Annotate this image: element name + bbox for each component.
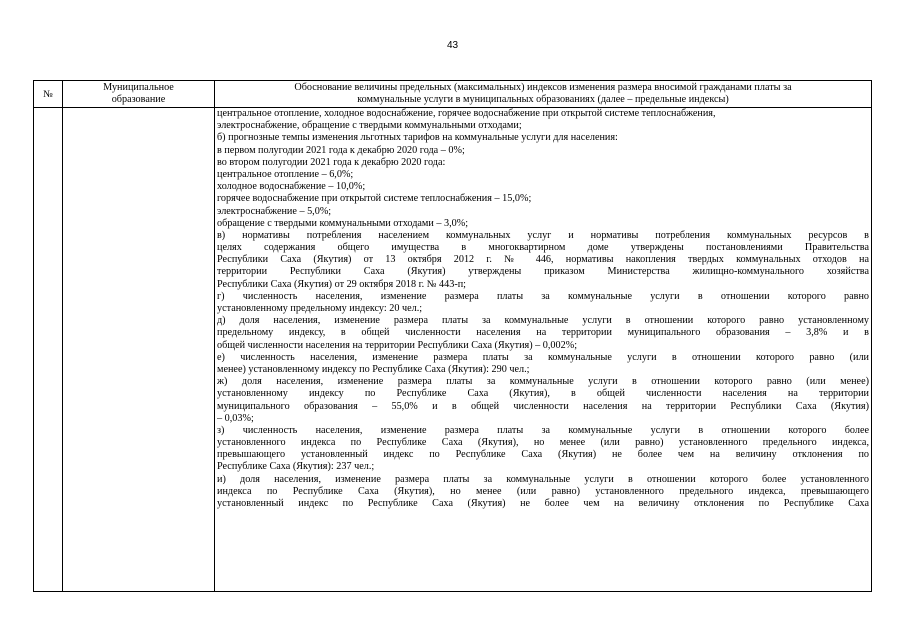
text-line: Республике Саха (Якутия): 237 чел.; bbox=[217, 461, 375, 473]
header-number-label: № bbox=[43, 88, 53, 100]
header-municipality bbox=[63, 81, 215, 108]
text-line: Республики Саха (Якутия) от 13 октября 2012 г. № 446, нормативы накопления твердых коммунальных отходов на bbox=[217, 254, 869, 266]
text-line: центральное отопление, холодное водоснабжение, горячее водоснабжение при открытой системе теплоснабжения, bbox=[217, 108, 716, 119]
text-line: установленного индекса по Республике Саха (Якутия), но менее (или равно) установленного предельного индекса, bbox=[217, 437, 869, 449]
text-line: – 0,03%; bbox=[217, 412, 254, 424]
text-line: муниципального образования – 55,0% и в общей численности населения на территории Республики Саха (Якутия) bbox=[217, 400, 869, 412]
text-line: установленному индексу по Республике Саха (Якутия), в общей численности населения на территории bbox=[217, 388, 869, 400]
text-line: индекса по Республике Саха (Якутия), но менее (или равно) установленного предельного индекса, превышающего bbox=[217, 485, 869, 497]
page-number: 43 bbox=[446, 40, 459, 51]
text-line: обращение с твердыми коммунальными отходами – 3,0%; bbox=[217, 217, 469, 229]
text-line: е) численность населения, изменение размера платы за коммунальные услуги в отношении которого равно (или bbox=[217, 351, 869, 363]
text-line: предельному индексу, в общей численности населения на территории муниципального образования – 3,8% и в bbox=[217, 327, 869, 339]
text-line: Республики Саха (Якутия) от 29 октября 2018 г. № 443-п; bbox=[217, 278, 466, 290]
header-justification-line1: Обоснование величины предельных (максимальных) индексов изменения размера вносимой гражданами платы за bbox=[294, 82, 792, 93]
indices-table bbox=[33, 80, 872, 592]
text-line: электроснабжение – 5,0%; bbox=[217, 205, 332, 217]
table-row bbox=[34, 108, 872, 592]
text-line: в первом полугодии 2021 года к декабрю 2020 года – 0%; bbox=[217, 144, 465, 156]
text-line: б) прогнозные темпы изменения льготных тарифов на коммунальные услуги для населения: bbox=[217, 132, 618, 144]
text-line: д) доля населения, изменение размера платы за коммунальные услуги в отношении которого равно установленному bbox=[217, 315, 869, 327]
text-line: горячее водоснабжение при открытой системе теплоснабжения – 15,0%; bbox=[217, 193, 532, 205]
text-line: центральное отопление – 6,0%; bbox=[217, 168, 354, 180]
text-line: во втором полугодии 2021 года к декабрю 2020 года: bbox=[217, 156, 446, 168]
text-line: менее) установленному индексу по Республике Саха (Якутия): 290 чел.; bbox=[217, 363, 530, 375]
table-header-row bbox=[34, 81, 872, 108]
text-line: в) нормативы потребления населением коммунальных услуг и нормативы потребления коммунальных ресурсов в bbox=[217, 229, 869, 241]
text-line: и) доля населения, изменение размера платы за коммунальные услуги в отношении которого более установленного bbox=[217, 473, 869, 485]
text-line: превышающего установленный индекс по Республике Саха (Якутия) не более чем на величину отклонения по bbox=[217, 449, 869, 461]
header-municipality-line2: образование bbox=[111, 94, 166, 106]
text-line: г) численность населения, изменение размера платы за коммунальные услуги в отношении которого равно bbox=[217, 290, 869, 302]
text-line: з) численность населения, изменение размера платы за коммунальные услуги в отношении которого более bbox=[217, 424, 869, 436]
text-line: холодное водоснабжение – 10,0%; bbox=[217, 181, 366, 193]
cell-justification bbox=[215, 108, 872, 592]
cell-municipality bbox=[63, 108, 215, 592]
text-line: электроснабжение, обращение с твердыми коммунальными отходами; bbox=[217, 120, 522, 132]
header-justification-line2: коммунальные услуги в муниципальных образованиях (далее – предельные индексы) bbox=[357, 94, 729, 106]
header-municipality-line1: Муниципальное bbox=[103, 82, 174, 93]
header-number bbox=[34, 81, 63, 108]
text-line: установленному предельному индексу: 20 чел.; bbox=[217, 303, 423, 314]
text-line: общей численности населения на территории Республики Саха (Якутия) – 0,002%; bbox=[217, 339, 578, 351]
text-line: установленный индекс по Республике Саха (Якутия) не более чем на величину отклонения по Республике Саха bbox=[217, 498, 869, 509]
text-line: ж) доля населения, изменение размера платы за коммунальные услуги в отношении которого равно (или менее) bbox=[217, 376, 869, 388]
text-line: территории Республики Саха (Якутия) утверждены приказом Министерства жилищно-коммунального хозяйства bbox=[217, 266, 869, 278]
cell-number bbox=[34, 108, 63, 592]
text-line: целях содержания общего имущества в многоквартирном доме утверждены постановлениями Правительства bbox=[217, 242, 869, 254]
header-justification bbox=[215, 81, 872, 108]
